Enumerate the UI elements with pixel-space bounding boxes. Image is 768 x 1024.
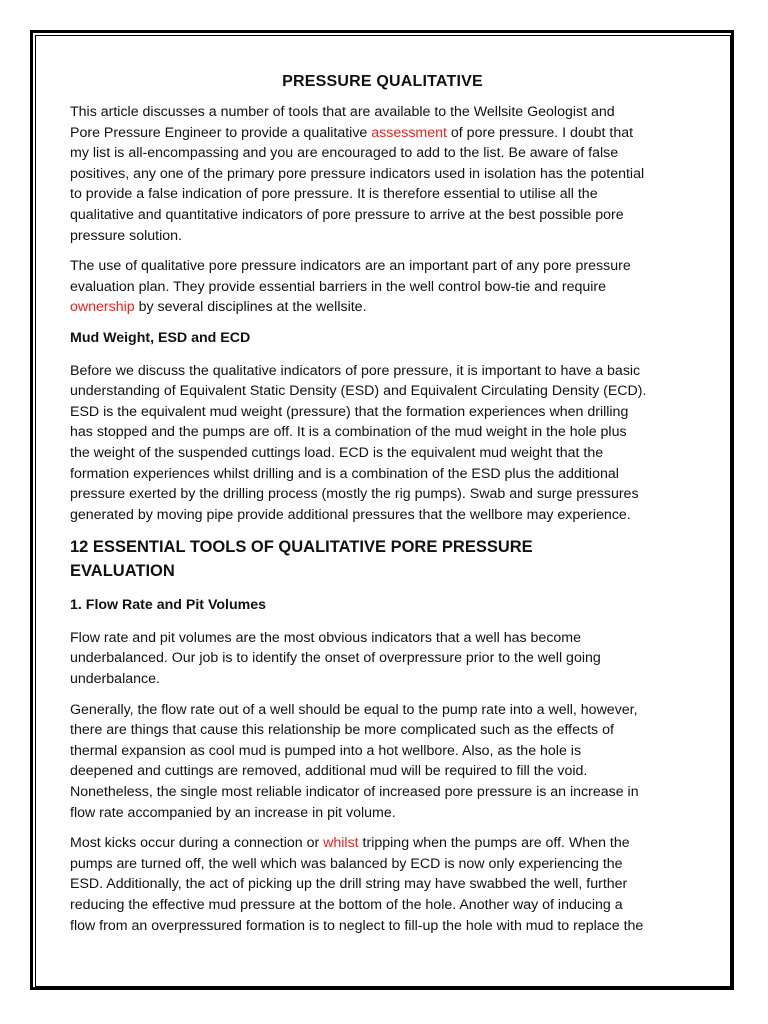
text-line: flow rate accompanied by an increase in pit volume. bbox=[70, 804, 396, 821]
indicators-paragraph bbox=[70, 256, 695, 318]
text-line: qualitative and quantitative indicators of pore pressure to arrive at the best possible pore bbox=[70, 206, 624, 223]
text-line bbox=[70, 833, 695, 854]
page-title: PRESSURE QUALITATIVE bbox=[282, 73, 483, 90]
text-line: my list is all-encompassing and you are encouraged to add to the list. Be aware of false bbox=[70, 145, 619, 162]
text-fragment: Most kicks occur during a connection or bbox=[70, 835, 324, 852]
text-fragment: of pore pressure. I doubt that bbox=[446, 124, 634, 141]
text-line: thermal expansion as cool mud is pumped into a hot wellbore. Also, as the hole is bbox=[70, 742, 582, 759]
text-line: evaluation plan. They provide essential barriers in the well control bow-tie and require bbox=[70, 278, 607, 295]
text-line: underbalanced. Our job is to identify the onset of overpressure prior to the well going bbox=[70, 650, 601, 667]
text-line: Generally, the flow rate out of a well should be equal to the pump rate into a well, however, bbox=[70, 701, 638, 718]
esd-ecd-paragraph bbox=[70, 361, 695, 526]
subheading-flow-rate: 1. Flow Rate and Pit Volumes bbox=[70, 597, 267, 614]
text-line: This article discusses a number of tools that are available to the Wellsite Geologist and bbox=[70, 104, 615, 120]
text-line: there are things that cause this relationship be more complicated such as the effects of bbox=[70, 722, 614, 739]
text-line: pumps are turned off, the well which was balanced by ECD is now only experiencing the bbox=[70, 855, 623, 872]
text-line: flow from an overpressured formation is to neglect to fill-up the hole with mud to replace the bbox=[70, 917, 644, 934]
text-fragment: by several disciplines at the wellsite. bbox=[134, 299, 367, 316]
text-line: understanding of Equivalent Static Density (ESD) and Equivalent Circulating Density (ECD). bbox=[70, 383, 647, 400]
text-line: generated by moving pipe provide additional pressures that the wellbore may experience. bbox=[70, 506, 631, 523]
text-line: deepened and cuttings are removed, additional mud will be required to fill the void. bbox=[70, 763, 588, 780]
heading-line: 12 ESSENTIAL TOOLS OF QUALITATIVE PORE PRESSURE bbox=[70, 538, 533, 557]
text-fragment: tripping when the pumps are off. When the bbox=[358, 835, 630, 852]
text-line: to provide a false indication of pore pressure. It is therefore essential to utilise all the bbox=[70, 186, 598, 203]
text-line: positives, any one of the primary pore pressure indicators used in isolation has the potential bbox=[70, 165, 645, 182]
intro-paragraph bbox=[70, 102, 695, 246]
flow-rate-paragraph bbox=[70, 628, 695, 690]
text-line bbox=[70, 297, 695, 318]
kicks-paragraph bbox=[70, 833, 695, 936]
text-line: has stopped and the pumps are off. It is a combination of the mud weight in the hole plus bbox=[70, 424, 627, 441]
text-line: Nonetheless, the single most reliable indicator of increased pore pressure is an increase in bbox=[70, 784, 639, 801]
text-line: Flow rate and pit volumes are the most obvious indicators that a well has become bbox=[70, 629, 582, 646]
text-line: underbalance. bbox=[70, 671, 160, 688]
text-fragment: Pore Pressure Engineer to provide a qualitative bbox=[70, 124, 372, 141]
text-line: The use of qualitative pore pressure indicators are an important part of any pore pressure bbox=[70, 258, 631, 275]
section-heading-12-tools bbox=[70, 535, 695, 583]
text-line: ESD. Additionally, the act of picking up the drill string may have swabbed the well, further bbox=[70, 876, 628, 893]
ownership-link[interactable]: ownership bbox=[70, 299, 135, 316]
subheading-mud-weight: Mud Weight, ESD and ECD bbox=[70, 329, 251, 346]
whilst-link[interactable]: whilst bbox=[323, 835, 359, 852]
assessment-link[interactable]: assessment bbox=[371, 124, 447, 141]
document-body bbox=[70, 72, 695, 946]
text-line: pressure solution. bbox=[70, 227, 182, 244]
text-line: ESD is the equivalent mud weight (pressure) that the formation experiences when drilling bbox=[70, 403, 629, 420]
pump-rate-paragraph bbox=[70, 700, 695, 824]
text-line: Before we discuss the qualitative indicators of pore pressure, it is important to have a basic bbox=[70, 362, 641, 379]
text-line: reducing the effective mud pressure at the bottom of the hole. Another way of inducing a bbox=[70, 897, 623, 913]
text-line: the weight of the suspended cuttings load. ECD is the equivalent mud weight that the bbox=[70, 444, 604, 461]
text-line: formation experiences whilst drilling and is a combination of the ESD plus the additional bbox=[70, 465, 619, 482]
text-line: pressure exerted by the drilling process (mostly the rig pumps). Swab and surge pressures bbox=[70, 486, 639, 503]
heading-line: EVALUATION bbox=[70, 562, 175, 581]
text-line bbox=[70, 123, 695, 144]
